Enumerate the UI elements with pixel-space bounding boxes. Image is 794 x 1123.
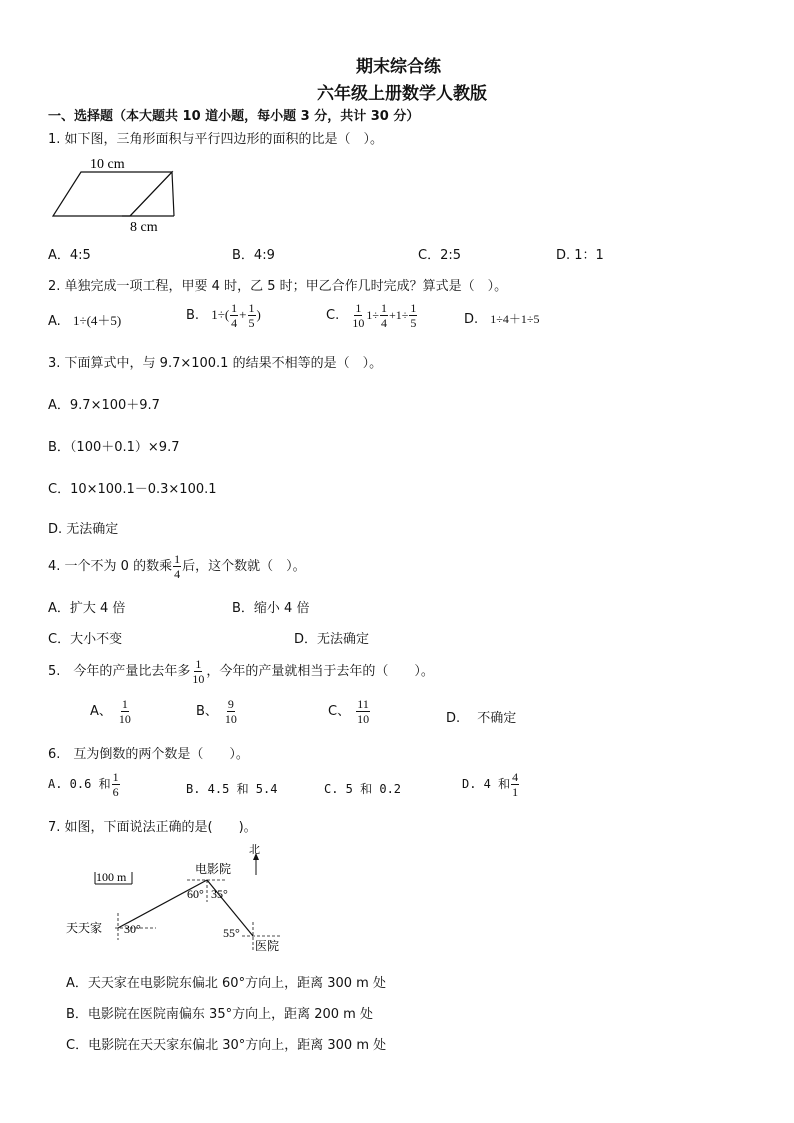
q7-option-a[interactable]: A．天天家在电影院东偏北 60°方向上，距离 300 m 处 (66, 976, 386, 991)
map-cinema-label: 电影院 (195, 862, 232, 876)
page-title: 期末综合练 (356, 57, 441, 77)
parallelogram-shape (53, 172, 172, 216)
q2-b-plus: + (239, 307, 247, 322)
q7-option-b[interactable]: B．电影院在医院南偏东 35°方向上，距离 200 m 处 (66, 1007, 373, 1022)
q4-stem: 4. 一个不为 0 的数乘 $\frac{1}{4}$ 后，这个数就（ ）。 (48, 552, 306, 581)
q1-top-label: 10 cm (90, 157, 125, 172)
q5-option-d[interactable]: D. 不确定 (446, 711, 517, 726)
q6-stem: 6. 互为倒数的两个数是（ ）。 (48, 747, 249, 762)
q1-stem: 1. 如下图，三角形面积与平行四边形的面积的比是（ ）。 (48, 132, 384, 147)
q6-option-c[interactable]: C. 5 和 0.2 (324, 782, 402, 796)
q3-option-d[interactable]: D. 无法确定 (48, 522, 119, 537)
q2-b-frac-1: $\frac{1}{4}$ (231, 301, 238, 330)
q2-stem: 2. 单独完成一项工程，甲要 4 时，乙 5 时；甲乙合作几时完成？算式是（ ）。 (48, 279, 508, 294)
map-angle-30: 30° (124, 922, 141, 936)
map-angle-55: 55° (223, 926, 240, 940)
q2-b-label: B. (186, 308, 200, 323)
map-scale-label: 100 m (96, 870, 127, 884)
q5-option-c[interactable]: C、 $\frac{11}{10}$ (328, 697, 370, 726)
triangle-shape (130, 172, 174, 216)
map-angle-60: 60° (187, 887, 204, 901)
q3-option-c[interactable]: C．10×100.1－0.3×100.1 (48, 482, 217, 497)
page-subtitle: 六年级上册数学人教版 (317, 84, 487, 104)
map-angle-35: 35° (211, 887, 228, 901)
q1-option-d[interactable]: D. 1：1 (556, 248, 604, 263)
q5-fraction: $\frac{1}{10}$ (192, 657, 205, 686)
q5-option-b[interactable]: B、 $\frac{9}{10}$ (196, 697, 237, 726)
q2-c-mid2: +1÷ (388, 308, 409, 322)
q6-option-d[interactable]: D. 4 和 $\frac{4}{1}$ (462, 770, 519, 799)
q1-bottom-label: 8 cm (130, 220, 158, 235)
q4-option-a[interactable]: A．扩大 4 倍 (48, 601, 126, 616)
q2-c-mid: 1÷ (366, 308, 379, 322)
q2-option-b[interactable] (186, 301, 261, 330)
q6-a-fraction: $\frac{1}{6}$ (112, 770, 119, 799)
q6-d-fraction: $\frac{4}{1}$ (512, 770, 519, 799)
q2-a-label: A. (48, 314, 61, 329)
q5-stem: 5. 今年的产量比去年多 $\frac{1}{10}$ ，今年的产量就相当于去年的（ ）。 (48, 657, 434, 686)
q2-b-frac-2: $\frac{1}{5}$ (248, 301, 255, 330)
q4-option-b[interactable]: B．缩小 4 倍 (232, 601, 310, 616)
q3-option-b[interactable]: B．（100＋0.1）×9.7 (48, 440, 180, 455)
q1-option-a[interactable]: A．4:5 (48, 248, 91, 263)
q4-option-d[interactable]: D．无法确定 (294, 632, 370, 647)
q5-c-fraction: $\frac{11}{10}$ (357, 697, 370, 726)
q2-d-expr: 1÷4＋1÷5 (490, 312, 540, 326)
q6-option-a[interactable]: A. 0.6 和 $\frac{1}{6}$ (48, 770, 119, 799)
q3-stem: 3. 下面算式中，与 9.7×100.1 的结果不相等的是（ ）。 (48, 356, 383, 371)
section-heading: 一、选择题（本大题共 10 道小题，每小题 3 分，共计 30 分） (48, 109, 420, 124)
q1-option-b[interactable]: B．4:9 (232, 248, 275, 263)
q5-b-fraction: $\frac{9}{10}$ (224, 697, 237, 726)
q2-c-frac-2: $\frac{1}{4}$ (380, 301, 387, 330)
map-north-label: 北 (249, 844, 260, 856)
map-hospital-label: 医院 (255, 939, 280, 953)
q2-b-post: ) (256, 307, 261, 322)
q2-c-label: C. (326, 308, 340, 323)
q5-option-a[interactable]: A、 $\frac{1}{10}$ (90, 697, 131, 726)
q1-figure (48, 152, 183, 236)
q2-option-c[interactable] (326, 301, 418, 330)
q2-b-pre: 1÷( (211, 307, 230, 322)
q7-option-c[interactable]: C．电影院在天天家东偏北 30°方向上，距离 300 m 处 (66, 1038, 387, 1053)
q4-fraction: $\frac{1}{4}$ (174, 552, 181, 581)
q2-c-frac-3: $\frac{1}{5}$ (410, 301, 417, 330)
q7-stem: 7. 如图，下面说法正确的是( )。 (48, 820, 257, 835)
q2-option-a[interactable] (48, 310, 121, 329)
q5-a-fraction: $\frac{1}{10}$ (118, 697, 131, 726)
q2-c-frac-1: $\frac{1}{10}$ (352, 301, 365, 330)
map-home-label: 天天家 (66, 921, 103, 935)
q3-option-a[interactable]: A．9.7×100＋9.7 (48, 398, 160, 413)
q2-a-expr: 1÷(4＋5) (72, 313, 122, 328)
q4-option-c[interactable]: C．大小不变 (48, 632, 123, 647)
q7-map (60, 840, 300, 960)
q6-option-b[interactable]: B. 4.5 和 5.4 (186, 782, 278, 796)
q1-option-c[interactable]: C．2:5 (418, 248, 461, 263)
q2-d-label: D. (464, 312, 479, 327)
q2-option-d[interactable] (464, 310, 539, 327)
